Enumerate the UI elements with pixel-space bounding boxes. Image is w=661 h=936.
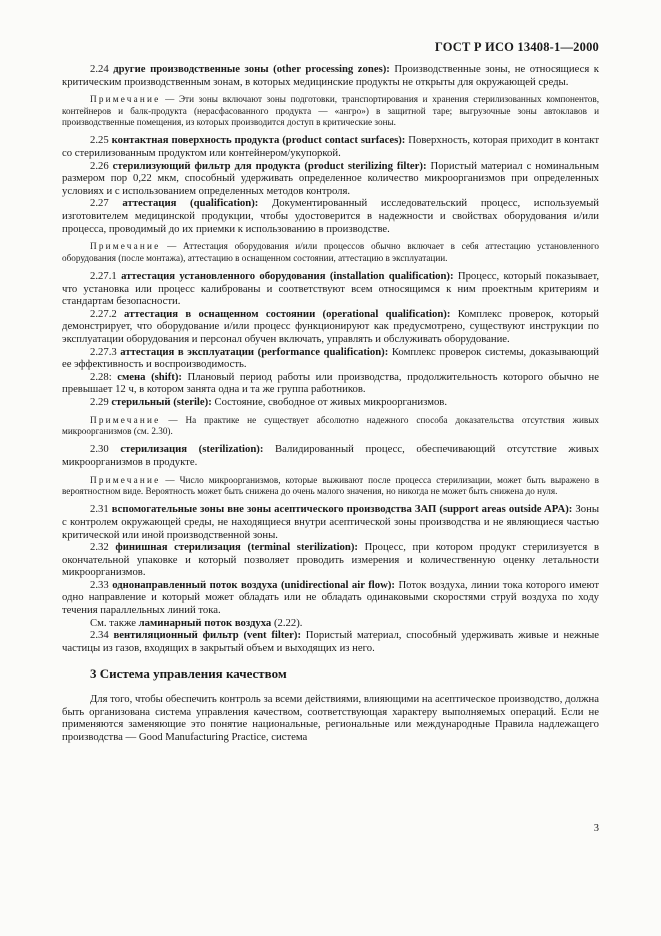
definition-text: Зоны с контролем окружающей среды, не находящиеся внутри асептической зоны производства и не являющиеся частью критической или иной производственной зоны. [62, 503, 600, 541]
page-number: 3 [593, 823, 599, 834]
note-label: Примечание [90, 241, 161, 252]
clause-number: 2.24 [90, 63, 114, 75]
note-3 [62, 415, 599, 438]
definition-2-26 [62, 160, 599, 198]
definition-2-34 [62, 629, 599, 654]
clause-number: 2.27.1 [90, 269, 122, 282]
term: аттестация в эксплуатации (performance qualification): [120, 345, 389, 358]
clause-number: 2.31 [90, 503, 112, 516]
clause-number: 2.27.3 [90, 345, 121, 358]
term: ламинарный поток воздуха [138, 616, 272, 629]
definition-2-32 [62, 541, 599, 579]
clause-number: 2.27.2 [90, 307, 125, 320]
definition-2-30 [62, 443, 599, 468]
term: стерильный (sterile): [111, 395, 212, 408]
note-text: — Эти зоны включают зоны подготовки, транспортирования и хранения стерилизованных компонентов, контейнеров и балк-продукта (нерасфасованного продукта — «ангро») в защитной таре; выгрузочные зоны автоклавов и производственные помещения, из которых производится доступ в критические зоны. [62, 94, 599, 127]
clause-number: 2.27 [90, 197, 123, 210]
definition-text: Плановый период работы или производства, продолжительность которого обычно не превышает 12 ч, в котором занята одна и та же группа работников. [62, 370, 599, 396]
term: вспомогательные зоны вне зоны асептического производства ЗАП (support areas outside APA): [111, 503, 573, 516]
definition-text: Поверхность, которая приходит в контакт со стерилизованным продуктом или контейнером/укупоркой. [62, 134, 599, 159]
definition-text: Процесс, при котором продукт стерилизуется в окончательной упаковке и который позволяет проводить измерения и количественную оценку летальности микроорганизмов. [62, 541, 600, 579]
see-also [62, 617, 599, 630]
definition-2-29 [62, 396, 599, 409]
term: стерилизация (sterilization): [120, 443, 264, 456]
definition-text: Состояние, свободное от живых микроорганизмов. [211, 395, 448, 408]
term: вентиляционный фильтр (vent filter): [113, 629, 302, 642]
term: контактная поверхность продукта (product contact surfaces): [111, 134, 406, 147]
document-header: ГОСТ Р ИСО 13408-1—2000 [434, 40, 599, 54]
term: финишная стерилизация (terminal sterilization): [115, 541, 358, 554]
definition-2-27-2 [62, 308, 599, 346]
see-also-prefix: См. также [90, 616, 139, 629]
note-label: Примечание [90, 474, 161, 485]
term: аттестация в оснащенном состоянии (operational qualification): [124, 307, 451, 320]
definition-2-27-1 [62, 270, 599, 308]
definition-text: Производственные зоны, не относящиеся к критическим производственным зонам, в которых медицинские продукты не открыты для окружающей среды. [62, 63, 599, 88]
definition-text: Процесс, который показывает, что установка или процесс калиброваны и соответствуют всем относящимся к ним проектным критериям и стандартам безопасности. [62, 269, 599, 308]
definition-2-27 [62, 197, 599, 235]
definition-2-33 [62, 579, 599, 617]
clause-number: 2.25 [90, 134, 112, 147]
note-text: — На практике не существует абсолютно надежного способа доказательства отсутствия живых микроорганизмов (см. 2.30). [62, 414, 599, 436]
clause-number: 2.30 [90, 443, 121, 456]
definition-2-25 [62, 134, 599, 159]
see-also-ref: (2.22). [271, 616, 303, 629]
document-body [62, 63, 599, 743]
term: стерилизующий фильтр для продукта (product sterilizing filter): [112, 159, 427, 172]
clause-number: 2.34 [90, 629, 114, 642]
term: аттестация (qualification): [122, 197, 259, 210]
clause-number: 2.28: [90, 370, 118, 383]
section-heading-3: 3 Система управления качеством [90, 666, 287, 682]
definition-text: Пористый материал, способный удерживать живые и нежные частицы из газов, входящих в закрытый объем и выходящих из него. [62, 629, 600, 654]
note-2 [62, 241, 599, 264]
section-3-paragraph: Для того, чтобы обеспечить контроль за всеми действиями, влияющими на асептическое производство, должна быть организована система управления качеством, соответствующая характеру выполняемых операций. Если не применяются заменяющие это понятие национальные, региональные или международные Правила надлежащего производства — Good Manufacturing Practice, система [62, 693, 599, 743]
definition-2-31 [62, 503, 599, 541]
clause-number: 2.26 [90, 159, 113, 172]
clause-number: 2.33 [90, 578, 113, 591]
note-label: Примечание [90, 414, 161, 425]
note-4 [62, 475, 599, 498]
clause-number: 2.29 [90, 395, 112, 408]
definition-2-24 [62, 63, 599, 88]
definition-text: Валидированный процесс, обеспечивающий отсутствие живых микроорганизмов в продукте. [62, 443, 599, 468]
definition-text: Комплекс проверок системы, доказывающий ее эффективность и воспроизводимость. [62, 345, 600, 371]
note-text: — Аттестация оборудования и/или процессов обычно включает в себя аттестацию установленного оборудования (после монтажа), аттестацию в оснащенном состоянии, аттестацию в эксплуатации. [62, 241, 599, 263]
note-text: — Число микроорганизмов, которые выживают после процесса стерилизации, может быть выражено в вероятностном виде. Вероятность может быть снижена до очень малого значения, но никогда не может быть снижена до нуля. [62, 474, 599, 496]
term: смена (shift): [117, 370, 182, 383]
definition-text: Документированный исследовательский процесс, используемый изготовителем медицинской продукции, чтобы удостоверится в надежности и свойствах оборудования и/или процесса, проводимый до их приемки к использованию в производстве. [62, 197, 599, 235]
note-label: Примечание [90, 94, 161, 105]
definition-text: Комплекс проверок, который демонстрирует, что оборудование и/или процесс функционируют как предусмотрено, существуют инструкции по эксплуатации оборудования и персонал обучен включать, управлять и обслуживать оборудование. [62, 307, 599, 345]
term: однонаправленный поток воздуха (unidirectional air flow): [112, 578, 395, 591]
definition-text: Пористый материал с номинальным размером пор 0,22 мкм, способный удерживать определенное количество микроорганизмов при определенных условиях и с использованием определенных методов контроля. [62, 159, 600, 197]
definition-text: Поток воздуха, линии тока которого имеют одно направление и который может обладать или не обладать одинаковыми скоростями струй воздуха по ходу течения параллельных линий тока. [62, 578, 600, 617]
definition-2-28 [62, 371, 599, 396]
definition-2-27-3 [62, 346, 599, 371]
term: аттестация установленного оборудования (installation qualification): [121, 269, 454, 282]
clause-number: 2.32 [90, 541, 116, 554]
note-1 [62, 94, 599, 128]
term: другие производственные зоны (other processing zones): [113, 63, 390, 75]
